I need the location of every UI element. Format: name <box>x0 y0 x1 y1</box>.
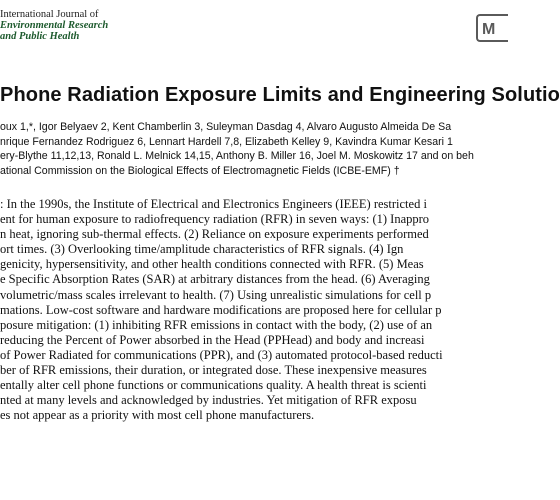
abstract <box>0 197 540 423</box>
author-line-text: ational Commission on the Biological Effects of Electromagnetic Fields (ICBE-EMF) † <box>0 164 400 177</box>
author-line-text: nrique Fernandez Rodriguez 6, Lennart Hardell 7,8, Elizabeth Kelley 9, Kavindra Kumar Kesari 1 <box>0 135 453 148</box>
journal-name-line-1: International Journal of <box>0 9 99 20</box>
abstract-line: n heat, ignoring sub-thermal effects. (2) Reliance on exposure experiments performed <box>0 227 429 242</box>
abstract-line: genicity, hypersensitivity, and other health conditions connected with RFR. (5) Meas <box>0 257 424 272</box>
author-line-text: oux 1,*, Igor Belyaev 2, Kent Chamberlin 3, Suleyman Dasdag 4, Alvaro Augusto Almeida De Sa <box>0 121 452 133</box>
author-line <box>0 120 540 135</box>
abstract-line: posure mitigation: (1) inhibiting RFR emissions in contact with the body, (2) use of an <box>0 317 433 332</box>
abstract-line: es not appear as a priority with most cell phone manufacturers. <box>0 408 315 423</box>
author-list <box>0 120 540 178</box>
author-line <box>0 164 540 179</box>
author-line-text: ery-Blythe 11,12,13, Ronald L. Melnick 14,15, Anthony B. Miller 16, Joel M. Moskowitz 17 and on beh <box>0 150 474 162</box>
abstract-line: nted at many levels and acknowledged by industries. Yet mitigation of RFR exposu <box>0 393 417 408</box>
abstract-line: reducing the Percent of Power absorbed in the Head (PPHead) and body and increasi <box>0 332 425 347</box>
abstract-line: volumetric/mass scales irrelevant to health. (7) Using unrealistic simulations for cell p <box>0 287 432 302</box>
abstract-line: mations. Low-cost software and hardware modifications are proposed here for cellular p <box>0 302 442 317</box>
abstract-line: of Power Radiated for communications (PPR), and (3) automated protocol-based reducti <box>0 347 443 362</box>
abstract-line: e Specific Absorption Rates (SAR) at arbitrary distances from the head. (6) Averaging <box>0 272 430 287</box>
abstract-line: entally alter cell phone functions or communications quality. A health threat is scienti <box>0 378 427 393</box>
publisher-logo-icon: M <box>476 14 508 42</box>
journal-name <box>0 9 180 42</box>
author-line <box>0 149 540 164</box>
journal-name-line-2: Environmental Research <box>0 20 109 31</box>
journal-name-line-3: and Public Health <box>0 31 80 42</box>
abstract-line: ent for human exposure to radiofrequency radiation (RFR) in seven ways: (1) Inappro <box>0 212 430 227</box>
abstract-line: : In the 1990s, the Institute of Electrical and Electronics Engineers (IEEE) restricted i <box>0 197 427 211</box>
abstract-line: ort times. (3) Overlooking time/amplitude characteristics of RFR signals. (4) Ign <box>0 242 404 257</box>
author-line <box>0 135 540 150</box>
paper-title: Phone Radiation Exposure Limits and Engineering Solutio <box>0 84 560 106</box>
abstract-line: ber of RFR emissions, their duration, or integrated dose. These inexpensive measures <box>0 363 427 378</box>
